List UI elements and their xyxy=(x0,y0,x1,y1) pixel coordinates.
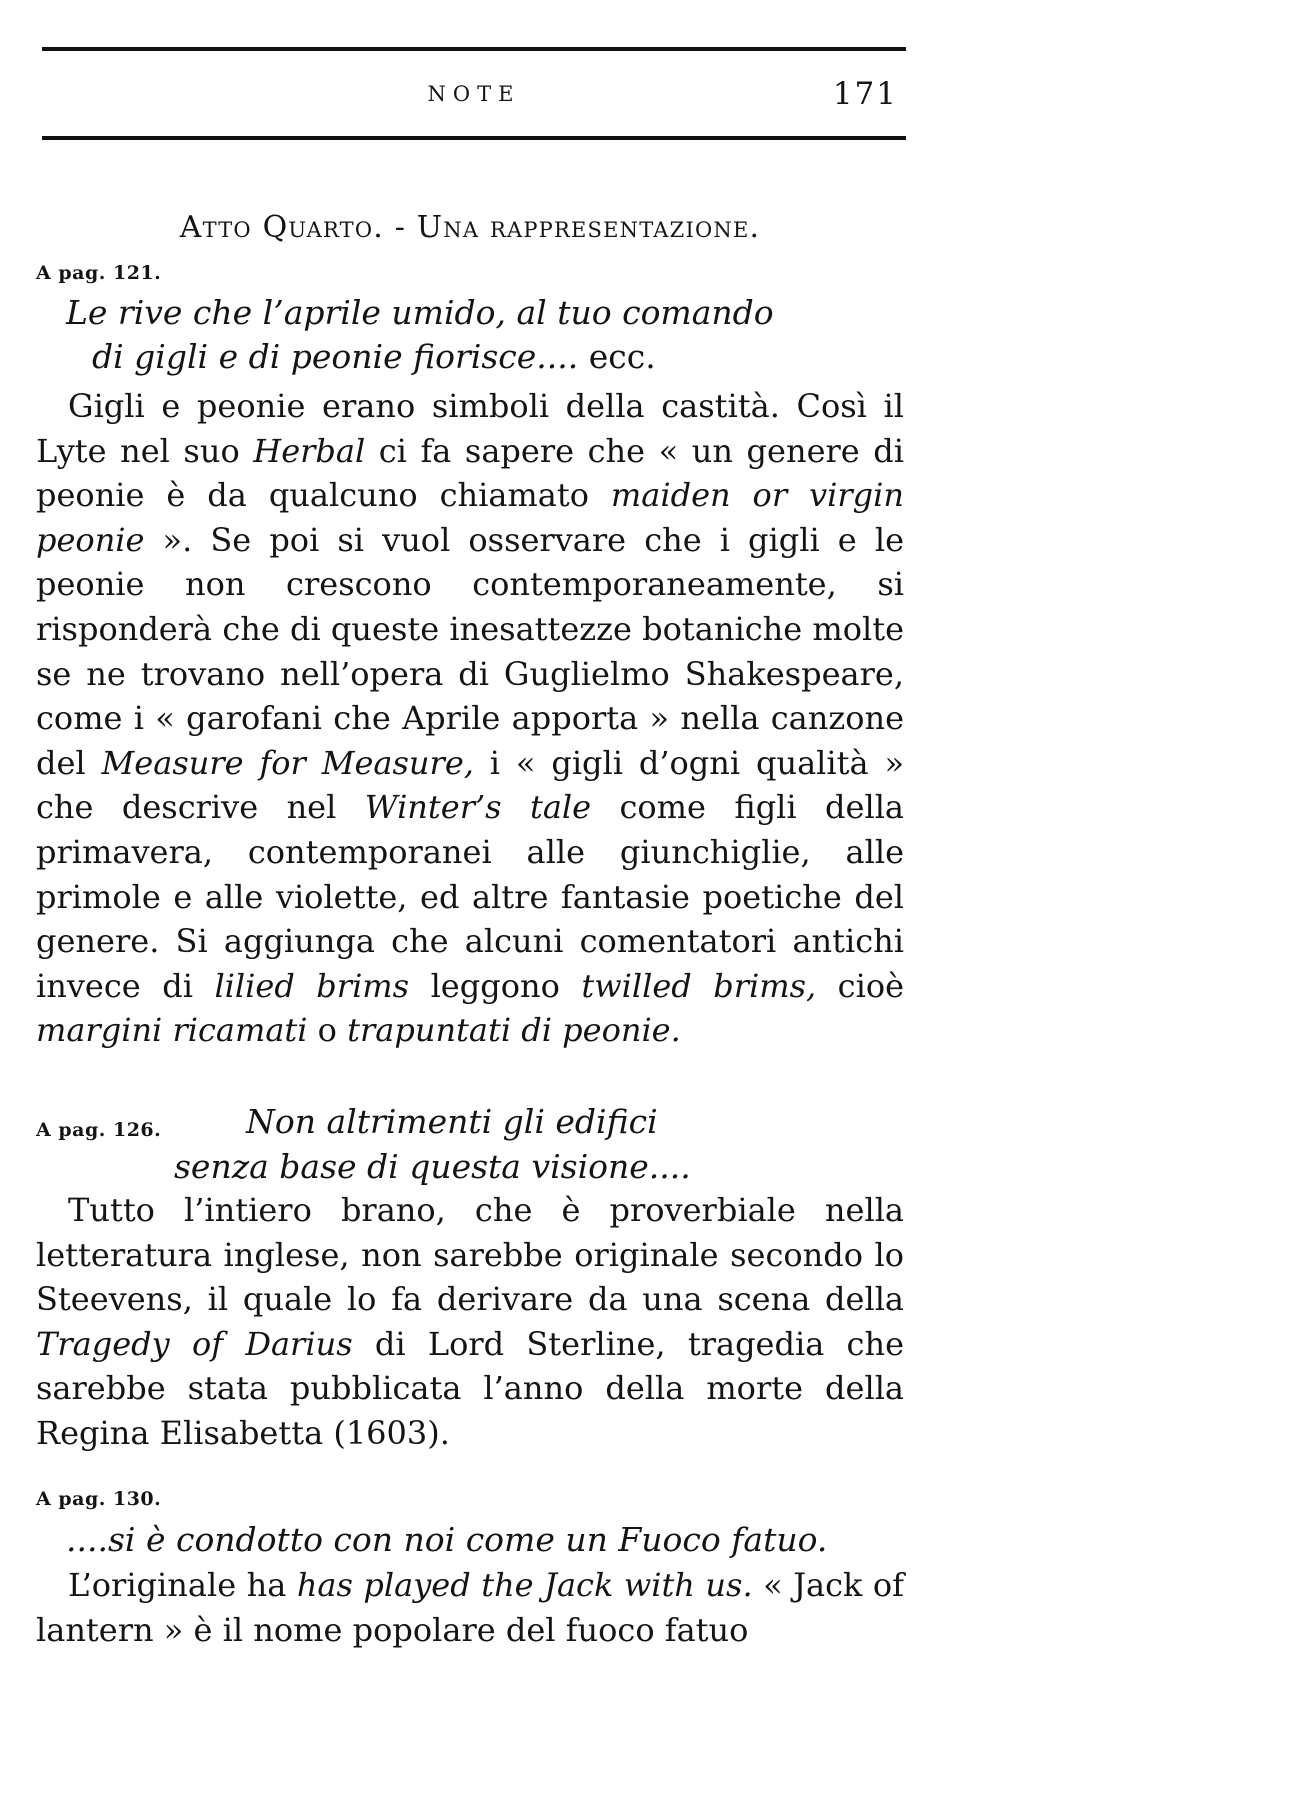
quoted-term: maiden or virgin peonie xyxy=(36,476,905,559)
text-run: cioè xyxy=(816,966,905,1005)
work-title: Measure for Measure, xyxy=(101,743,474,782)
quoted-term: lilied brims xyxy=(214,966,410,1005)
verse-line: senza base di questa visione.... xyxy=(174,1147,691,1186)
text-run: come figli della primavera, contemporanei alle giunchiglie, alle primole e alle violette, ed altre fantasie poetiche del genere. Si aggiunga che alcuni comentatori antichi invece di xyxy=(36,788,904,1005)
work-title: Herbal xyxy=(253,431,366,470)
header-rule-top xyxy=(42,47,906,51)
verse-line: Non altrimenti gli edifici xyxy=(246,1102,658,1141)
verse-line: ....si è condotto con noi come un Fuoco fatuo. xyxy=(66,1520,828,1559)
quoted-term: trapuntati di peonie. xyxy=(347,1011,681,1050)
text-run: L’originale ha xyxy=(68,1566,297,1604)
text-run: i « gigli d’ogni qualità » che descrive nel xyxy=(36,743,905,827)
page-reference: A pag. 126. xyxy=(36,1119,162,1141)
note-verse-130 xyxy=(66,1518,904,1562)
work-title: Tragedy of Darius xyxy=(36,1324,353,1363)
note-paragraph-126 xyxy=(36,1188,904,1456)
quoted-term: margini ricamati xyxy=(36,1011,308,1050)
text-run: o xyxy=(307,1011,348,1050)
note-ref-121 xyxy=(36,262,904,284)
act-heading: Atto Quarto. - Una rappresentazione. xyxy=(179,210,761,245)
note-verse-126 xyxy=(246,1100,904,1144)
page-reference: A pag. 130. xyxy=(36,1488,162,1510)
text-run: leggono xyxy=(409,966,582,1005)
text-run: Gigli e peonie erano simboli della castità. Così il Lyte nel suo xyxy=(36,387,904,470)
text-run: Tutto l’intiero brano, che è proverbiale nella letteratura inglese, non sarebbe originale secondo lo Steevens, il quale lo fa derivare da una scena della xyxy=(36,1191,904,1319)
page-number: 171 xyxy=(832,76,898,112)
text-run: « Jack of lantern » è il nome popolare del fuoco fatuo xyxy=(36,1566,905,1649)
text-run: ». Se poi si vuol osservare che i gigli e le peonie non crescono contemporaneamente, si risponderà che di queste inesattezze botaniche molte se ne trovano nell’opera di Guglielmo Shakespeare, come i « garofani che Aprile apporta » nella canzone del xyxy=(36,520,904,782)
verse-tail: ecc. xyxy=(588,337,656,376)
quoted-term: has played the Jack with us. xyxy=(296,1566,753,1604)
running-head xyxy=(42,76,906,116)
verse-text: di gigli e di peonie fiorisce.... xyxy=(92,337,589,376)
verse-line xyxy=(66,335,904,379)
note-paragraph-130 xyxy=(36,1563,904,1652)
running-head-title: NOTE xyxy=(427,82,521,106)
quoted-term: twilled brims, xyxy=(581,966,817,1005)
header-rule-bottom xyxy=(42,136,906,140)
note-ref-130 xyxy=(36,1488,904,1510)
note-paragraph-121 xyxy=(36,384,904,1053)
verse-line: Le rive che l’aprile umido, al tuo comando xyxy=(66,293,774,332)
page-reference: A pag. 121. xyxy=(36,262,162,284)
note-verse-126-cont xyxy=(174,1145,904,1189)
text-run: di Lord Sterline, tragedia che sarebbe stata pubblicata l’anno della morte della Regina Elisabetta (1603). xyxy=(36,1324,904,1452)
text-run: ci fa sapere che « un genere di peonie è da qualcuno chiamato xyxy=(36,431,905,515)
work-title: Winter’s tale xyxy=(364,788,592,827)
note-verse-121 xyxy=(66,291,904,379)
